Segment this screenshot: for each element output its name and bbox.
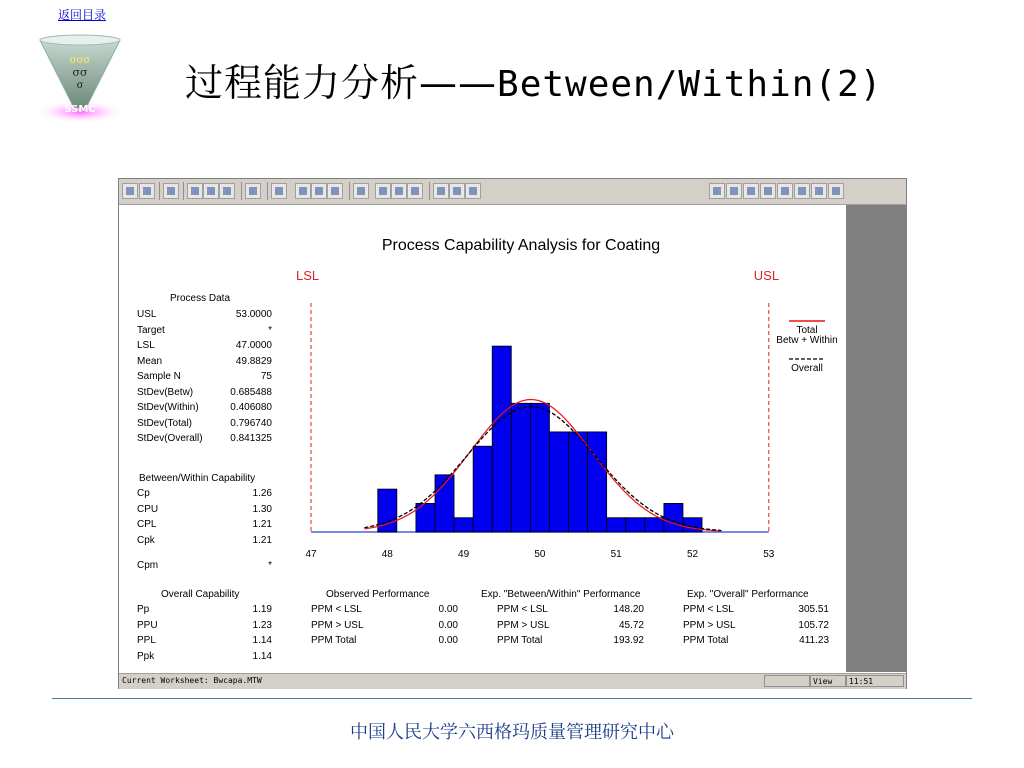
slide-title-cn: 过程能力分析—— — [185, 61, 498, 105]
process-data-value: 47.0000 — [235, 340, 272, 351]
histogram-bar — [454, 518, 473, 532]
performance-label: PPM > USL — [683, 619, 736, 631]
histogram-bar — [492, 346, 511, 532]
performance-heading: Exp. "Overall" Performance — [687, 589, 809, 600]
performance-label: PPM < LSL — [497, 604, 548, 615]
process-data-value: 49.8829 — [235, 355, 272, 367]
performance-value: 411.23 — [799, 635, 829, 646]
bw-capability-value: 1.30 — [252, 503, 272, 515]
legend-betw-within-label: Betw + Within — [776, 335, 838, 346]
legend-overall-label: Overall — [791, 363, 823, 374]
process-data-value: 75 — [260, 371, 272, 382]
tile-icon[interactable] — [726, 183, 742, 199]
x-tick-label: 53 — [763, 549, 775, 560]
footer-divider — [52, 698, 972, 699]
bw-capability-value: 1.21 — [252, 534, 272, 546]
x-tick-label: 48 — [381, 549, 393, 560]
performance-value: 105.72 — [798, 619, 829, 631]
process-data-value: 0.796740 — [230, 417, 272, 429]
histogram-bar — [473, 446, 492, 532]
help-icon[interactable] — [449, 183, 465, 199]
status-blank-box — [764, 675, 810, 687]
process-data-value: 0.841325 — [230, 433, 272, 444]
current-worksheet-text: Current Worksheet: Bwcapa.MTW — [122, 676, 262, 685]
svg-text:σσ: σσ — [72, 66, 88, 79]
performance-value: 148.20 — [613, 604, 644, 615]
toolbar — [119, 179, 906, 205]
graph-area — [121, 205, 845, 675]
overall-capability-label: Pp — [137, 604, 150, 615]
footer-text: 中国人民大学六西格玛质量管理研究中心 — [350, 722, 674, 743]
histogram-bar — [569, 432, 588, 532]
insert-icon[interactable] — [811, 183, 827, 199]
performance-label: PPM Total — [311, 635, 357, 646]
performance-label: PPM Total — [683, 635, 729, 646]
histogram-bar — [549, 432, 568, 532]
bw-capability-value: 1.21 — [252, 519, 272, 530]
x-tick-label: 47 — [305, 549, 317, 560]
histogram-bar — [664, 503, 683, 532]
overall-capability-value: 1.14 — [252, 635, 272, 646]
svg-text:σ: σ — [76, 80, 84, 91]
histogram-bar — [588, 432, 607, 532]
grid-icon[interactable] — [828, 183, 844, 199]
session-icon[interactable] — [271, 183, 287, 199]
layout-icon[interactable] — [794, 183, 810, 199]
chart-title: Process Capability Analysis for Coating — [381, 237, 661, 254]
save-icon[interactable] — [139, 183, 155, 199]
process-data-value: * — [268, 324, 272, 336]
between-within-heading: Between/Within Capability — [139, 473, 256, 484]
histogram-bar — [511, 403, 530, 532]
toolbar-separator — [429, 182, 430, 200]
cancel-icon[interactable] — [433, 183, 449, 199]
performance-value: 305.51 — [798, 604, 829, 615]
x-tick-label: 50 — [534, 549, 546, 560]
performance-heading: Exp. "Between/Within" Performance — [481, 589, 641, 600]
cut-icon[interactable] — [187, 183, 203, 199]
undo-icon[interactable] — [245, 183, 261, 199]
overall-capability-label: PPU — [137, 619, 158, 631]
open-icon[interactable] — [122, 183, 138, 199]
overall-capability-label: PPL — [137, 635, 156, 646]
overall-capability-value: 1.23 — [252, 619, 272, 631]
report-icon[interactable] — [777, 183, 793, 199]
process-data-label: StDev(Betw) — [137, 386, 194, 398]
performance-value: 0.00 — [438, 635, 458, 646]
process-data-value: 53.0000 — [235, 309, 272, 320]
performance-value: 45.72 — [618, 619, 644, 631]
toolbar-separator — [159, 182, 160, 200]
about-icon[interactable] — [760, 183, 776, 199]
svg-text:SSMC: SSMC — [64, 104, 96, 115]
histogram-bar — [626, 518, 645, 532]
brush-icon[interactable] — [375, 183, 391, 199]
ssmc-logo — [30, 30, 130, 125]
histogram-bar — [645, 518, 664, 532]
back-to-contents-link[interactable]: 返回目录 — [58, 8, 107, 22]
bw-capability-value: 1.26 — [252, 488, 272, 499]
draw-icon[interactable] — [407, 183, 423, 199]
process-data-label: Target — [137, 324, 165, 336]
bw-capability-label: CPU — [137, 503, 159, 515]
process-data-label: StDev(Overall) — [137, 433, 203, 444]
svg-text:σσσ: σσσ — [69, 55, 91, 66]
x-tick-label: 49 — [458, 549, 470, 560]
cpm-label: Cpm — [137, 560, 159, 571]
worksheet-icon[interactable] — [295, 183, 311, 199]
process-data-heading: Process Data — [170, 293, 231, 304]
performance-heading: Observed Performance — [326, 589, 430, 600]
status-bar — [119, 673, 906, 689]
cascade-icon[interactable] — [743, 183, 759, 199]
legend-total-label: Total — [796, 325, 818, 336]
histogram-bar — [530, 403, 549, 532]
arrange-icon[interactable] — [709, 183, 725, 199]
status-mode: View — [810, 675, 846, 687]
performance-label: PPM < LSL — [311, 604, 362, 615]
x-tick-label: 52 — [686, 549, 699, 560]
process-data-label: LSL — [137, 340, 155, 351]
performance-label: PPM > USL — [497, 619, 550, 631]
overall-capability-value: 1.14 — [252, 650, 272, 662]
edit-icon[interactable] — [391, 183, 407, 199]
side-panel — [846, 205, 906, 672]
toolbar-separator — [349, 182, 350, 200]
process-data-label: StDev(Total) — [137, 417, 193, 429]
status-time: 11:51 — [846, 675, 904, 687]
performance-label: PPM > USL — [311, 619, 364, 631]
process-data-label: USL — [137, 309, 157, 320]
overall-capability-value: 1.19 — [252, 604, 272, 615]
graph-icon[interactable] — [353, 183, 369, 199]
toolbar-separator — [241, 182, 242, 200]
histogram-bar — [607, 518, 626, 532]
slide-title-en: Between/Within(2) — [497, 64, 883, 105]
toolbar-separator — [183, 182, 184, 200]
slide-title — [185, 52, 882, 107]
performance-value: 0.00 — [438, 619, 458, 631]
performance-label: PPM Total — [497, 635, 543, 646]
project-icon[interactable] — [465, 183, 481, 199]
process-data-value: 0.685488 — [230, 386, 272, 398]
process-data-label: Sample N — [137, 371, 181, 382]
info-icon[interactable] — [327, 183, 343, 199]
lsl-label: LSL — [296, 268, 320, 283]
performance-value: 193.92 — [613, 635, 644, 646]
bw-capability-label: CPL — [137, 519, 157, 530]
minitab-window — [118, 178, 907, 689]
data-icon[interactable] — [311, 183, 327, 199]
usl-label: USL — [753, 268, 780, 283]
print-icon[interactable] — [163, 183, 179, 199]
bw-capability-label: Cp — [137, 488, 150, 499]
cpm-value: * — [268, 560, 272, 571]
bw-capability-label: Cpk — [137, 534, 155, 546]
process-data-label: Mean — [137, 355, 163, 367]
process-data-label: StDev(Within) — [137, 402, 199, 413]
performance-value: 0.00 — [438, 604, 458, 615]
performance-label: PPM < LSL — [683, 604, 734, 615]
paste-icon[interactable] — [219, 183, 235, 199]
overall-capability-heading: Overall Capability — [161, 589, 240, 600]
copy-icon[interactable] — [203, 183, 219, 199]
process-data-value: 0.406080 — [230, 402, 272, 413]
x-tick-label: 51 — [610, 549, 622, 560]
toolbar-separator — [267, 182, 268, 200]
overall-capability-label: Ppk — [137, 650, 155, 662]
